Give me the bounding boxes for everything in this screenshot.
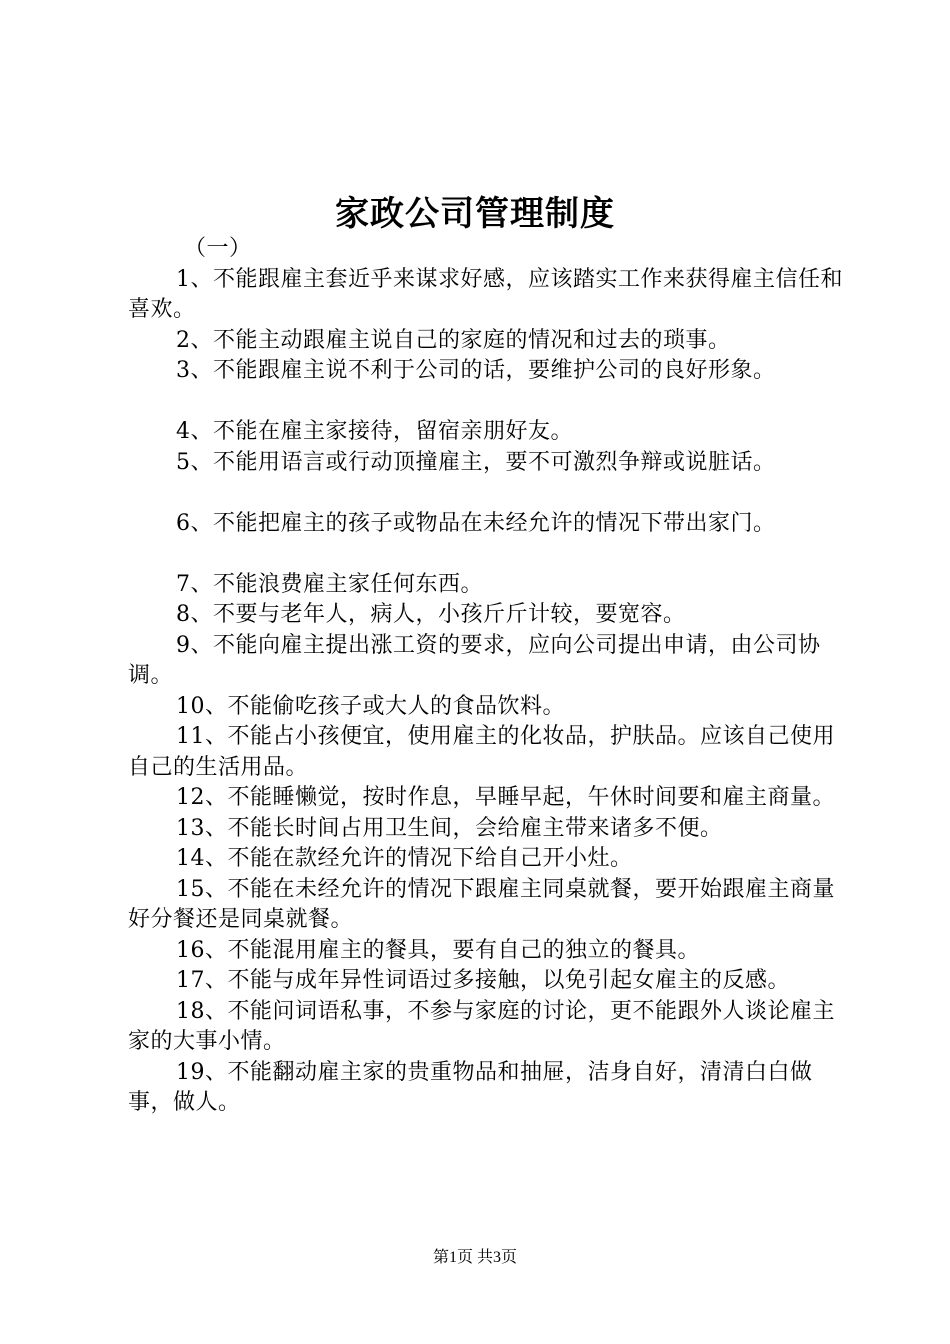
rule-paragraph-18: 18、不能问词语私事，不参与家庭的讨论，更不能跟外人谈论雇主家的大事小情。 (128, 998, 835, 1054)
blank-line (128, 539, 848, 570)
rule-paragraph-6: 6、不能把雇主的孩子或物品在未经允许的情况下带出家门。 (176, 510, 776, 536)
rule-paragraph-13: 13、不能长时间占用卫生间，会给雇主带来诸多不便。 (176, 815, 723, 841)
section-label: （一） (184, 236, 252, 261)
rule-paragraph-3: 3、不能跟雇主说不利于公司的话，要维护公司的良好形象。 (176, 358, 776, 383)
document-body (128, 234, 848, 1119)
rule-paragraph-11: 11、不能占小孩便宜，使用雇主的化妆品，护肤品。应该自己使用自己的生活用品。 (128, 724, 835, 780)
document-title: 家政公司管理制度 (335, 194, 615, 234)
rule-paragraph-9: 9、不能向雇主提出涨工资的要求，应向公司提出申请，由公司协调。 (128, 632, 821, 688)
rule-paragraph-19: 19、不能翻动雇主家的贵重物品和抽屉，洁身自好，清清白白做事，做人。 (128, 1059, 813, 1115)
blank-line (128, 478, 848, 509)
rule-paragraph-15: 15、不能在未经允许的情况下跟雇主同桌就餐，要开始跟雇主商量好分餐还是同桌就餐。 (128, 876, 835, 932)
rule-paragraph-10: 10、不能偷吃孩子或大人的食品饮料。 (176, 693, 565, 719)
rule-paragraph-4: 4、不能在雇主家接待，留宿亲朋好友。 (176, 419, 573, 444)
rule-paragraph-14: 14、不能在款经允许的情况下给自己开小灶。 (176, 846, 633, 871)
page-number-footer: 第1页 共3页 (432, 1249, 517, 1266)
rule-paragraph-12: 12、不能睡懒觉，按时作息，早睡早起，午休时间要和雇主商量。 (176, 785, 835, 810)
rule-paragraph-16: 16、不能混用雇主的餐具，要有自己的独立的餐具。 (176, 937, 700, 963)
rule-paragraph-17: 17、不能与成年异性词语过多接触，以免引起女雇主的反感。 (176, 968, 790, 993)
rule-paragraph-5: 5、不能用语言或行动顶撞雇主，要不可激烈争辩或说脏话。 (176, 449, 776, 475)
blank-line (128, 387, 848, 418)
rule-paragraph-8: 8、不要与老年人，病人，小孩斤斤计较，要宽容。 (176, 602, 686, 627)
rule-paragraph-7: 7、不能浪费雇主家任何东西。 (176, 571, 483, 597)
rule-paragraph-2: 2、不能主动跟雇主说自己的家庭的情况和过去的琐事。 (176, 327, 731, 353)
rule-paragraph-1: 1、不能跟雇主套近乎来谋求好感，应该踏实工作来获得雇主信任和喜欢。 (128, 266, 843, 322)
